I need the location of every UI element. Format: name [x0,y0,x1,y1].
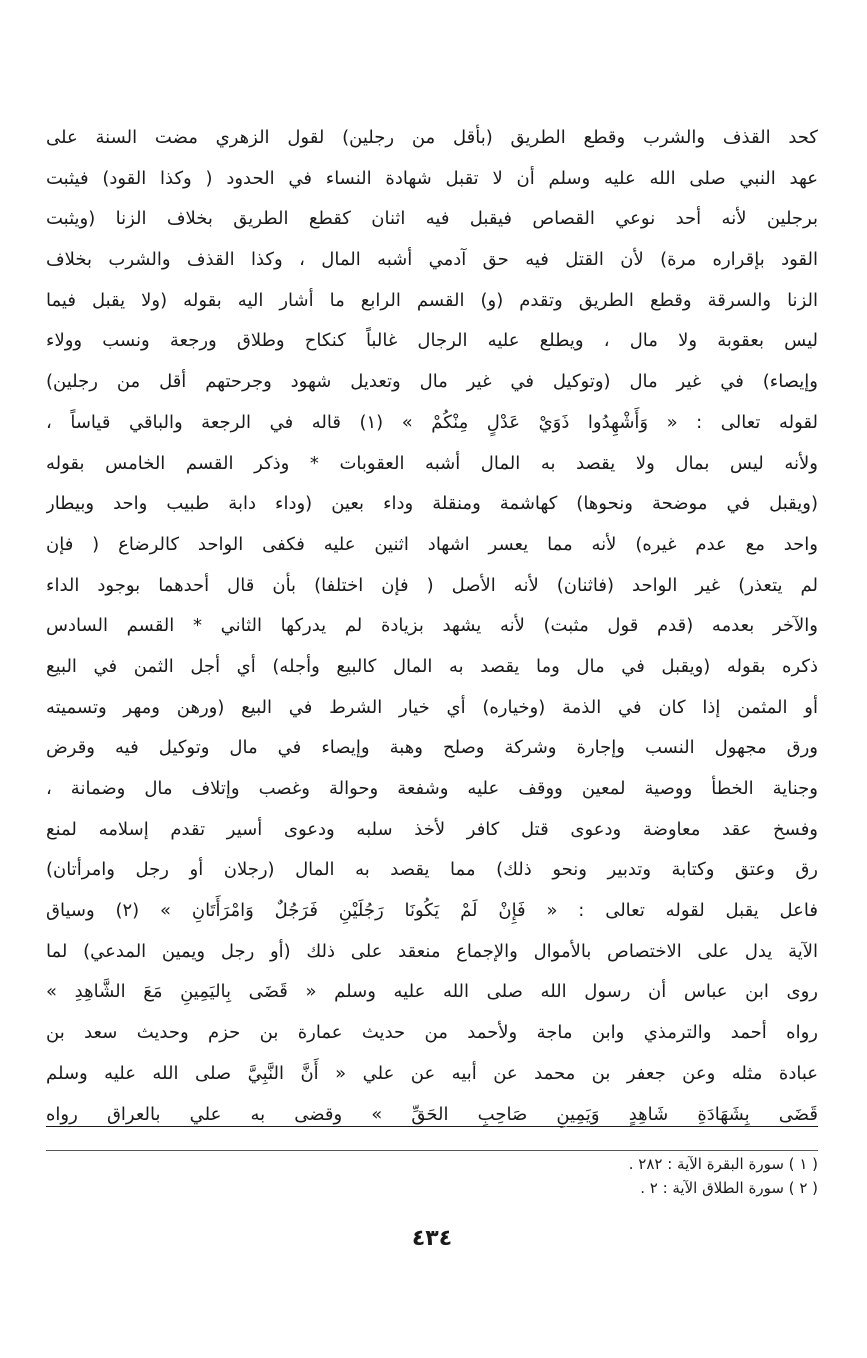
text-line: وفسخ عقد معاوضة ودعوى قتل كافر لأخذ سلبه ودعوى أسير تقدم إسلامه لمنع [46,818,818,840]
footnote-1: ( ١ ) سورة البقرة الآية : ٢٨٢ . [628,1155,818,1173]
page-number: ٤٣٤ [411,1226,453,1251]
text-line-last: قَضَى بِشَهَادَةِ شَاهِدٍ وَيَمِينِ صَاحِبِ الحَقِّ » وقضى به علي بالعراق رواه [46,1103,818,1125]
text-line: عهد النبي صلى الله عليه وسلم أن لا تقبل شهادة النساء في الحدود ( وكذا القود) فيثبت [46,167,818,189]
text-line: ولأنه ليس بمال ولا يقصد به المال أشبه العقوبات * وذكر القسم الخامس بقوله [46,452,818,474]
text-line: لقوله تعالى : « وَأَشْهِدُوا ذَوَيْ عَدْلٍ مِنْكُمْ » (١) قاله في الرجعة والباقي قياساً ، [46,411,818,433]
text-line: لم يتعذر) غير الواحد (فاثنان) لأنه الأصل ( فإن اختلفا) بأن قال أحدهما بوجود الداء [46,574,818,596]
text-line: أو المثمن إذا كان في الذمة (وخياره) أي خيار الشرط في البيع (ورهن ومهر وتسميته [46,696,818,718]
text-line: كحد القذف والشرب وقطع الطريق (بأقل من رجلين) لقول الزهري مضت السنة على [46,127,818,148]
text-line: ورق مجهول النسب وإجارة وشركة وصلح وهبة وإيصاء في مال وتوكيل فيه وقرض [46,737,818,759]
text-line: وجناية الخطأ ووصية لمعين ووقف عليه وشفعة وحوالة وغصب وإتلاف مال وضمانة ، [46,778,818,799]
text-line: الزنا والسرقة وقطع الطريق وتقدم (و) القسم الرابع ما أشار اليه بقوله (ولا يقبل فيما [46,289,818,311]
body-text [46,118,818,1135]
text-line: برجلين لأنه أحد نوعي القصاص فيقبل فيه اثنان كقطع الطريق بخلاف الزنا (ويثبت [46,208,818,230]
text-line: فاعل يقبل لقوله تعالى : « فَإِنْ لَمْ يَكُونَا رَجُلَيْنِ فَرَجُلٌ وَامْرَأَتَانِ » (٢) وسياق [46,900,818,922]
footnotes [46,1152,818,1200]
text-line: الآية يدل على الاختصاص بالأموال والإجماع منعقد على ذلك (أو رجل ويمين المدعي) لما [46,940,818,962]
text-line: روى ابن عباس أن رسول الله صلى الله عليه وسلم « قَضَى بِاليَمِينِ مَعَ الشَّاهِدِ » [46,981,818,1003]
text-line: رواه أحمد والترمذي وابن ماجة ولأحمد من حديث عمارة بن حزم وحديث سعد بن [46,1022,818,1044]
text-line: ليس بعقوبة ولا مال ، ويطلع عليه الرجال غالباً كنكاح وطلاق ورجعة ونسب وولاء [46,330,818,352]
footnote-divider [46,1150,818,1151]
text-line: والآخر بعدمه (قدم قول مثبت) لأنه يشهد بزيادة لم يدركها الثاني * القسم السادس [46,615,818,637]
text-line: رق وعتق وكتابة وتدبير ونحو ذلك) مما يقصد به المال (رجلان أو رجل وامرأتان) [46,859,818,881]
text-line: (ويقبل في موضحة ونحوها) كهاشمة ومنقلة وداء بعين (وداء دابة طبيب واحد وبيطار [46,493,818,515]
text-line: وإيصاء) في غير مال (وتوكيل في غير مال وتعديل شهود وجرحتهم أقل من رجلين) [46,371,818,393]
document-page [46,118,818,1318]
footnote-2: ( ٢ ) سورة الطلاق الآية : ٢ . [640,1179,818,1197]
text-line: عبادة مثله وعن جعفر بن محمد عن أبيه عن علي « أَنَّ النَّبِيَّ صلى الله عليه وسلم [46,1062,818,1084]
text-line: القود بإقراره مرة) لأن القتل فيه حق آدمي أشبه المال ، وكذا القذف والشرب بخلاف [46,249,818,271]
text-line: واحد مع عدم غيره) لأنه مما يعسر اشهاد اثنين عليه فكفى الواحد كالرضاع ( فإن [46,533,818,555]
text-line: ذكره بقوله (ويقبل في مال وما يقصد به المال كالبيع وأجله) أي أجل الثمن في البيع [46,655,818,677]
